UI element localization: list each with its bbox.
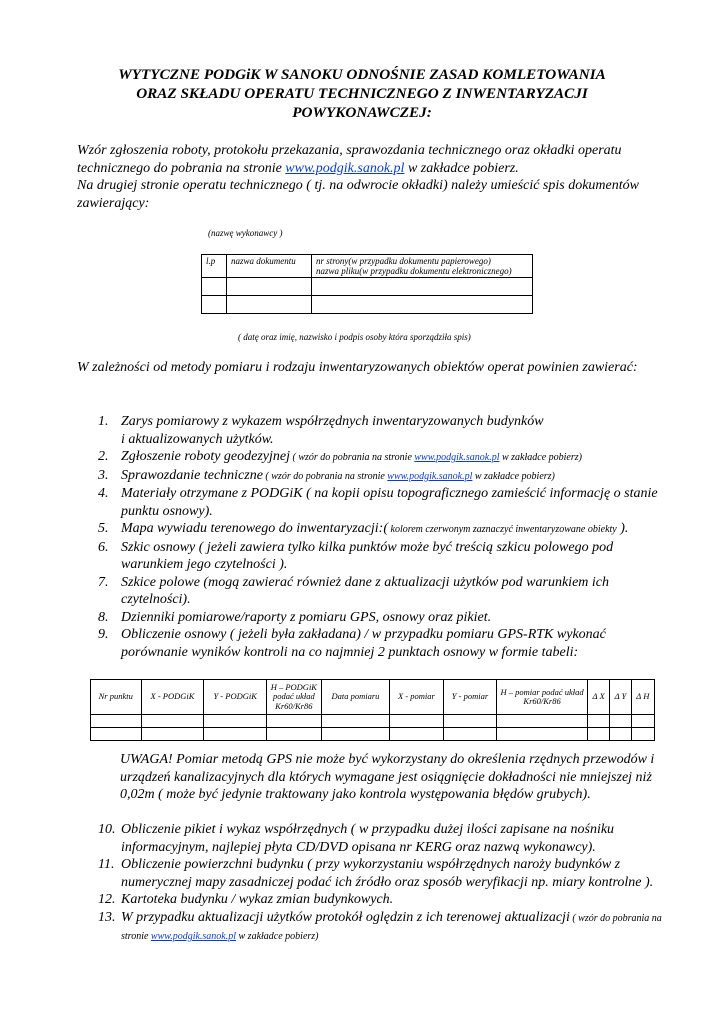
- header-cell-delta-h: Δ H: [631, 680, 654, 715]
- table-cell[interactable]: [497, 728, 588, 741]
- item-number: 13.: [98, 909, 116, 925]
- item-text: Obliczenie osnowy ( jeżeli była zakładana) / w przypadku pomiaru GPS-RTK wykonać porównanie wyników kontroli na co najmniej 2 punktach osnowy w formie tabeli:: [121, 627, 606, 660]
- list-item: [98, 485, 668, 520]
- title-line-3: POWYKONAWCZEJ:: [292, 104, 432, 121]
- table-cell[interactable]: [588, 728, 610, 741]
- header-cell-delta-x: Δ X: [588, 680, 610, 715]
- item-text-continued: i aktualizowanych użytków.: [121, 431, 274, 447]
- title-line-2: ORAZ SKŁADU OPERATU TECHNICZNEGO Z INWENTARYZACJI: [136, 85, 588, 102]
- item-note: ( wzór do pobrania na stronie: [262, 470, 388, 482]
- table-header-row: [91, 680, 655, 715]
- table-header-row: [202, 255, 533, 278]
- intro-paragraph-2: Na drugiej stronie operatu technicznego ( tj. na odwrocie okładki) należy umieścić spis dokumentów zawierający:: [77, 178, 639, 211]
- item-note: ( wzór do pobrania na stronie: [121, 912, 662, 942]
- document-title: [60, 65, 664, 122]
- table-cell[interactable]: [610, 715, 631, 728]
- item-text: Materiały otrzymane z PODGiK ( na kopii opisu topograficznego zamieścić informację o stanie punktu osnowy).: [121, 486, 658, 519]
- date-signature-note: ( datę oraz imię, nazwisko i podpis osoby która sporządziła spis): [238, 332, 471, 342]
- table-cell[interactable]: [266, 728, 321, 741]
- table-cell[interactable]: [312, 278, 533, 296]
- list-item: [98, 413, 668, 448]
- list-item: [98, 539, 668, 574]
- podgik-website-link[interactable]: www.podgik.sanok.pl: [150, 931, 237, 942]
- item-number: 11.: [98, 857, 115, 872]
- item-number: 6.: [98, 539, 109, 555]
- table-cell[interactable]: [91, 715, 142, 728]
- table-row: [202, 278, 533, 296]
- table-cell[interactable]: [497, 715, 588, 728]
- intro-paragraph-1: [77, 142, 667, 177]
- header-cell-document-name: nazwa dokumentu: [227, 255, 312, 278]
- item-number: 9.: [98, 627, 109, 642]
- item-number: 1.: [98, 414, 109, 429]
- list-item: [98, 467, 668, 486]
- item-note: w zakładce pobierz): [472, 470, 555, 482]
- table-cell[interactable]: [266, 715, 321, 728]
- item-text: Obliczenie pikiet i wykaz współrzędnych ( w przypadku dużej ilości zapisane na nośniku informacyjnym, najlepiej płyta CD/DVD opisana nr KERG oraz nazwą wykonawcy).: [121, 822, 615, 855]
- table-row: [91, 715, 655, 728]
- header-cell-h-measured: H – pomiar podać układ Kr60/Kr86: [497, 680, 588, 715]
- item-number: 8.: [98, 609, 109, 625]
- table-cell[interactable]: [141, 728, 204, 741]
- table-cell[interactable]: [631, 715, 654, 728]
- podgik-website-link[interactable]: www.podgik.sanok.pl: [387, 470, 473, 482]
- item-text: Sprawozdanie techniczne: [121, 467, 263, 483]
- table-cell[interactable]: [202, 296, 227, 314]
- item-text: Kartoteka budynku / wykaz zmian budynkowych.: [121, 892, 394, 907]
- podgik-website-link[interactable]: www.podgik.sanok.pl: [414, 452, 500, 463]
- item-text-end: ).: [616, 521, 629, 536]
- table-cell[interactable]: [321, 715, 389, 728]
- table-cell[interactable]: [610, 728, 631, 741]
- header-cell-lp: l.p: [202, 255, 227, 278]
- item-text: Zgłoszenie roboty geodezyjnej: [121, 449, 291, 464]
- item-text: Obliczenie powierzchni budynku ( przy wykorzystaniu współrzędnych naroży budynków z numerycznej mapy zasadniczej podać ich źródło oraz sposób weryfikacji np. miary kontrolne ).: [121, 857, 654, 890]
- intro-text-b: w zakładce pobierz.: [404, 160, 519, 176]
- item-number: 2.: [98, 449, 109, 464]
- table-cell[interactable]: [443, 715, 496, 728]
- table-cell[interactable]: [202, 278, 227, 296]
- intro-section: [77, 142, 667, 212]
- list-item: [98, 821, 668, 856]
- item-number: 4.: [98, 486, 109, 501]
- list-item: [98, 574, 668, 609]
- list-item: [98, 626, 668, 661]
- requirements-list-continued: [98, 821, 668, 946]
- item-text: Szkic osnowy ( jeżeli zawiera tylko kilka punktów może być treścią szkicu polowego pod warunkiem jego czytelności ).: [121, 539, 614, 572]
- item-text: Mapa wywiadu terenowego do inwentaryzacji:(: [121, 521, 388, 536]
- header-cell-delta-y: Δ Y: [610, 680, 631, 715]
- header-cell-x-measured: X - pomiar: [389, 680, 443, 715]
- item-text: Szkice polowe (mogą zawierać również dane z aktualizacji użytków pod warunkiem ich czytelności).: [121, 574, 609, 607]
- table-cell[interactable]: [321, 728, 389, 741]
- list-item: [98, 609, 668, 627]
- item-number: 12.: [98, 892, 116, 907]
- item-note: kolorem czerwonym zaznaczyć inwentaryzowane obiekty: [388, 524, 617, 535]
- list-item: [98, 909, 668, 946]
- header-file-name: nazwa pliku(w przypadku dokumentu elektronicznego): [316, 266, 512, 276]
- item-text: Zarys pomiarowy z wykazem współrzędnych inwentaryzowanych budynków: [121, 414, 544, 429]
- table-cell[interactable]: [389, 728, 443, 741]
- item-note: w zakładce pobierz): [499, 452, 582, 463]
- table-cell[interactable]: [312, 296, 533, 314]
- method-paragraph: W zależności od metody pomiaru i rodzaju inwentaryzowanych obiektów operat powinien zawierać:: [77, 360, 638, 375]
- intro-text-a: Wzór zgłoszenia roboty, protokołu przekazania, sprawozdania technicznego oraz okładki operatu technicznego do pobrania na stronie: [77, 143, 622, 176]
- item-number: 7.: [98, 574, 109, 590]
- podgik-website-link[interactable]: www.podgik.sanok.pl: [285, 160, 405, 176]
- list-item: [98, 448, 668, 467]
- item-text: W przypadku aktualizacji użytków protokół oględzin z ich terenowej aktualizacji: [121, 909, 570, 925]
- table-row: [91, 728, 655, 741]
- header-cell-y-podgik: Y - PODGiK: [204, 680, 266, 715]
- list-item: [98, 520, 668, 539]
- header-cell-page-or-file: [312, 255, 533, 278]
- table-row: [202, 296, 533, 314]
- requirements-list: [98, 413, 668, 661]
- header-page-number: nr strony(w przypadku dokumentu papierowego): [316, 256, 491, 266]
- list-item: [98, 856, 668, 891]
- item-note: ( wzór do pobrania na stronie: [290, 452, 415, 463]
- item-note: w zakładce pobierz): [236, 931, 319, 942]
- table-cell[interactable]: [227, 296, 312, 314]
- header-cell-y-measured: Y - pomiar: [443, 680, 496, 715]
- table-cell[interactable]: [389, 715, 443, 728]
- title-line-1: WYTYCZNE PODGiK W SANOKU ODNOŚNIE ZASAD KOMLETOWANIA: [118, 66, 606, 83]
- item-text: Dzienniki pomiarowe/raporty z pomiaru GPS, osnowy oraz pikiet.: [121, 609, 492, 625]
- table-cell[interactable]: [141, 715, 204, 728]
- contractor-name-note: (nazwę wykonawcy ): [208, 228, 283, 238]
- table-cell[interactable]: [204, 728, 266, 741]
- list-item: [98, 891, 668, 909]
- table-cell[interactable]: [91, 728, 142, 741]
- item-number: 3.: [98, 467, 109, 483]
- table-cell[interactable]: [631, 728, 654, 741]
- document-list-table: [201, 254, 533, 314]
- gps-warning: UWAGA! Pomiar metodą GPS nie może być wykorzystany do określenia rzędnych przewodów i urządzeń kanalizacyjnych dla których wymagane jest osiągnięcie dokładności nie mniejszej niż 0,02m ( może być jedynie traktowany jako kontrola występowania błędów grubych).: [120, 752, 655, 802]
- table-cell[interactable]: [443, 728, 496, 741]
- item-number: 10.: [98, 822, 116, 837]
- header-cell-measure-date: Data pomiaru: [321, 680, 389, 715]
- table-cell[interactable]: [204, 715, 266, 728]
- header-cell-h-podgik: H – PODGiK podać układ Kr60/Kr86: [266, 680, 321, 715]
- item-number: 5.: [98, 521, 109, 536]
- gps-comparison-table: [90, 679, 655, 741]
- table-cell[interactable]: [588, 715, 610, 728]
- header-cell-x-podgik: X - PODGiK: [141, 680, 204, 715]
- header-cell-point-number: Nr punktu: [91, 680, 142, 715]
- table-cell[interactable]: [227, 278, 312, 296]
